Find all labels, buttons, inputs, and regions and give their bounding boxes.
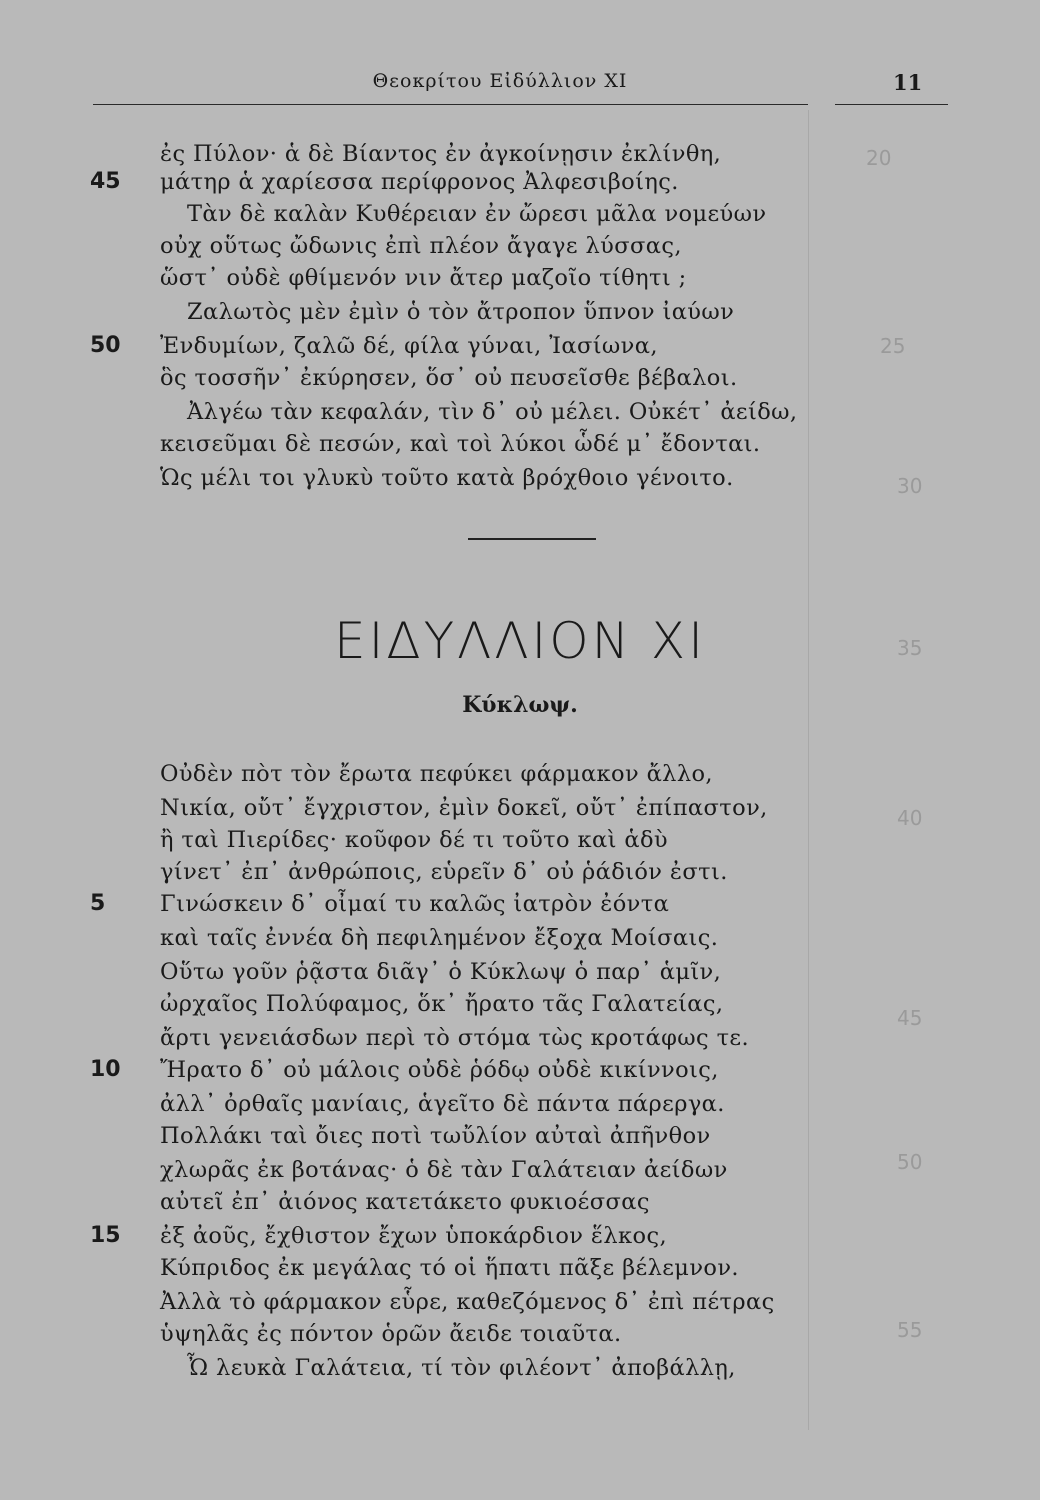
verse-line: Κύπριδος ἐκ μεγάλας τό οἱ ἥπατι πᾶξε βέλεμνον. xyxy=(160,1255,739,1281)
verse-line: Γινώσκειν δ᾽ οἶμαί τυ καλῶς ἰατρὸν ἐόντα xyxy=(160,891,670,917)
verse-line: ἐξ ἀοῦς, ἔχθιστον ἔχων ὑποκάρδιον ἕλκος, xyxy=(160,1223,668,1249)
line-number: 45 xyxy=(90,169,121,194)
gutter-shadow xyxy=(808,110,809,1430)
bleed-through-number: 20 xyxy=(866,146,892,170)
verse-line: καὶ ταῖς ἐννέα δὴ πεφιλημένον ἔξοχα Μοίσαις. xyxy=(160,925,719,951)
bleed-through-number: 25 xyxy=(880,334,906,358)
section-separator xyxy=(468,538,596,540)
verse-line: χλωρᾶς ἐκ βοτάνας· ὁ δὲ τὰν Γαλάτειαν ἀείδων xyxy=(160,1157,728,1183)
verse-line: ὥστ᾽ οὐδὲ φθίμενόν νιν ἄτερ μαζοῖο τίθητι ; xyxy=(160,265,687,291)
verse-line: Ζαλωτὸς μὲν ἐμὶν ὁ τὸν ἄτροπον ὕπνον ἰαύων xyxy=(187,299,735,325)
line-number: 50 xyxy=(90,333,121,358)
line-number: 5 xyxy=(90,891,106,916)
bleed-through-number: 35 xyxy=(897,636,923,660)
verse-line: ἐς Πύλον· ἁ δὲ Βίαντος ἐν ἀγκοίνῃσιν ἐκλίνθη, xyxy=(160,141,722,167)
verse-line: ἢ ταὶ Πιερίδες· κοῦφον δέ τι τοῦτο καὶ ἁδὺ xyxy=(160,827,668,853)
verse-line: κεισεῦμαι δὲ πεσών, καὶ τοὶ λύκοι ὧδέ μ᾽ ἔδονται. xyxy=(160,431,761,457)
line-number: 10 xyxy=(90,1057,121,1082)
verse-line: Οὕτω γοῦν ῥᾷστα διᾶγ᾽ ὁ Κύκλωψ ὁ παρ᾽ ἁμῖν, xyxy=(160,959,722,985)
bleed-through-number: 30 xyxy=(897,474,923,498)
verse-line: ὃς τοσσῆν᾽ ἐκύρησεν, ὅσ᾽ οὐ πευσεῖσθε βέβαλοι. xyxy=(160,365,738,391)
verse-line: γίνετ᾽ ἐπ᾽ ἀνθρώποις, εὑρεῖν δ᾽ οὐ ῥάδιόν ἐστι. xyxy=(160,859,728,885)
bleed-through-number: 45 xyxy=(897,1006,923,1030)
verse-line: ἀλλ᾽ ὀρθαῖς μανίαις, ἁγεῖτο δὲ πάντα πάρεργα. xyxy=(160,1091,725,1117)
running-head: Θεοκρίτου Εἰδύλλιον XI xyxy=(372,70,628,92)
header-rule xyxy=(93,104,808,105)
bleed-through-number: 50 xyxy=(897,1150,923,1174)
bleed-through-number: 55 xyxy=(897,1318,923,1342)
line-number: 15 xyxy=(90,1223,121,1248)
verse-line: ἄρτι γενειάσδων περὶ τὸ στόμα τὼς κροτάφως τε. xyxy=(160,1025,750,1051)
verse-line: Ἀλγέω τὰν κεφαλάν, τὶν δ᾽ οὐ μέλει. Οὐκέτ᾽ ἀείδω, xyxy=(187,399,798,425)
verse-line: αὐτεῖ ἐπ᾽ ἀιόνος κατετάκετο φυκιοέσσας xyxy=(160,1189,650,1215)
verse-line: οὐχ οὕτως ὤδωνις ἐπὶ πλέον ἄγαγε λύσσας, xyxy=(160,233,682,259)
idyll-subtitle: Κύκλωψ. xyxy=(462,692,578,718)
page-number: 11 xyxy=(893,70,923,95)
verse-line: Ἐνδυμίων, ζαλῶ δέ, φίλα γύναι, Ἰασίωνα, xyxy=(160,333,658,359)
verse-line: Νικία, οὔτ᾽ ἔγχριστον, ἐμὶν δοκεῖ, οὔτ᾽ ἐπίπαστον, xyxy=(160,795,768,821)
verse-line: Πολλάκι ταὶ ὄιες ποτὶ τωὔλίον αὐταὶ ἀπῆνθον xyxy=(160,1123,711,1149)
verse-line: Ἀλλὰ τὸ φάρμακον εὗρε, καθεζόμενος δ᾽ ἐπὶ πέτρας xyxy=(160,1289,775,1315)
verse-line: Τὰν δὲ καλὰν Κυθέρειαν ἐν ὤρεσι μᾶλα νομεύων xyxy=(187,201,767,227)
header-rule-right xyxy=(835,104,948,105)
bleed-through-number: 40 xyxy=(897,806,923,830)
verse-line: ὑψηλᾶς ἐς πόντον ὁρῶν ἄειδε τοιαῦτα. xyxy=(160,1321,622,1347)
verse-line: Ἤρατο δ᾽ οὐ μάλοις οὐδὲ ῥόδῳ οὐδὲ κικίννοις, xyxy=(160,1057,719,1083)
verse-line: ὠρχαῖος Πολύφαμος, ὅκ᾽ ἤρατο τᾶς Γαλατείας, xyxy=(160,991,724,1017)
verse-line: Οὐδὲν πὸτ τὸν ἔρωτα πεφύκει φάρμακον ἄλλο, xyxy=(160,761,713,787)
verse-line: Ὡς μέλι τοι γλυκὺ τοῦτο κατὰ βρόχθοιο γένοιτο. xyxy=(160,465,734,491)
verse-line: Ὦ λευκὰ Γαλάτεια, τί τὸν φιλέοντ᾽ ἀποβάλλῃ, xyxy=(187,1355,736,1381)
verse-line: μάτηρ ἁ χαρίεσσα περίφρονος Ἀλφεσιβοίης. xyxy=(160,169,679,195)
idyll-title: ΕΙΔΥΛΛΙΟΝ XI xyxy=(334,612,706,670)
